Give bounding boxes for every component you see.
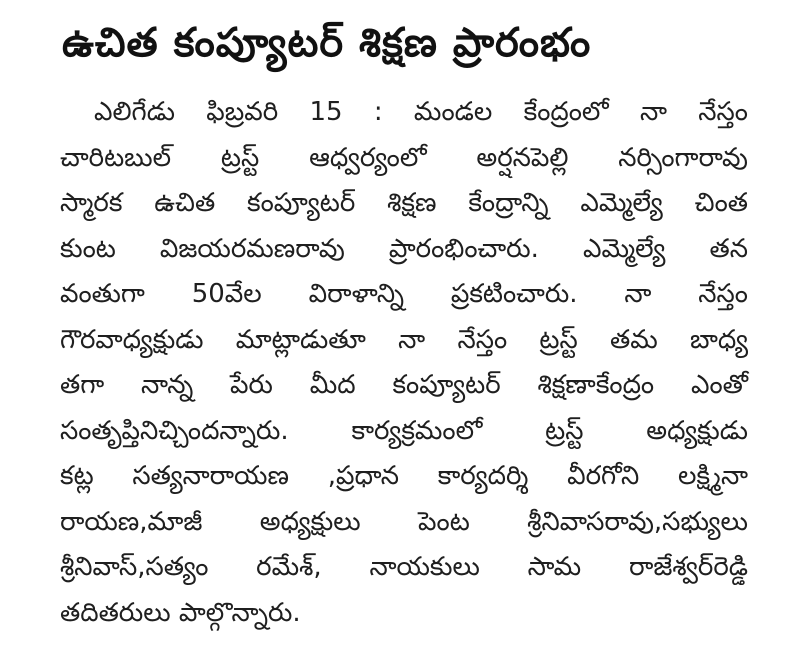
headline: ఉచిత కంప్యూటర్ శిక్షణ ప్రారంభం: [62, 20, 592, 66]
article-line: చారిటబుల్ ట్రస్ట్ ఆధ్వర్యంలో అర్షనపెల్లి నర్సింగారావు: [60, 142, 748, 173]
article-line: తగా నాన్న పేరు మీద కంప్యూటర్ శిక్షణాకేంద్రం ఎంతో: [60, 370, 748, 400]
article-line: కుంట విజయరమణరావు ప్రారంభించారు. ఎమ్మెల్యే తన: [60, 233, 748, 264]
article-line: శ్రీనివాస్,సత్యం రమేశ్, నాయకులు సామ రాజేశ్వర్‌రెడ్డి: [60, 552, 748, 582]
article-line: స్మారక ఉచిత కంప్యూటర్ శిక్షణ కేంద్రాన్ని ఎమ్మెల్యే చింత: [60, 188, 748, 218]
article-line: సంతృప్తినిచ్చిందన్నారు. కార్యక్రమంలో ట్రస్ట్ అధ్యక్షుడు: [60, 415, 748, 446]
article-line: తదితరులు పాల్గొన్నారు.: [60, 597, 301, 628]
article-line: గౌరవాధ్యక్షుడు మాట్లాడుతూ నా నేస్తం ట్రస్ట్ తమ బాధ్య: [60, 324, 748, 355]
article-line: ఎలిగేడు ఫిబ్రవరి 15 : మండల కేంద్రంలో నా నేస్తం: [94, 97, 748, 127]
article-line: కట్ల సత్యనారాయణ ,ప్రధాన కార్యదర్శి వీరగోని లక్ష్మినా: [60, 461, 748, 491]
article-body: [60, 90, 748, 636]
article-line: వంతుగా 50వేల విరాళాన్ని ప్రకటించారు. నా నేస్తం: [60, 279, 748, 309]
article-line: రాయణ,మాజీ అధ్యక్షులు పెంట శ్రీనివాసరావు,సభ్యులు: [60, 506, 748, 537]
